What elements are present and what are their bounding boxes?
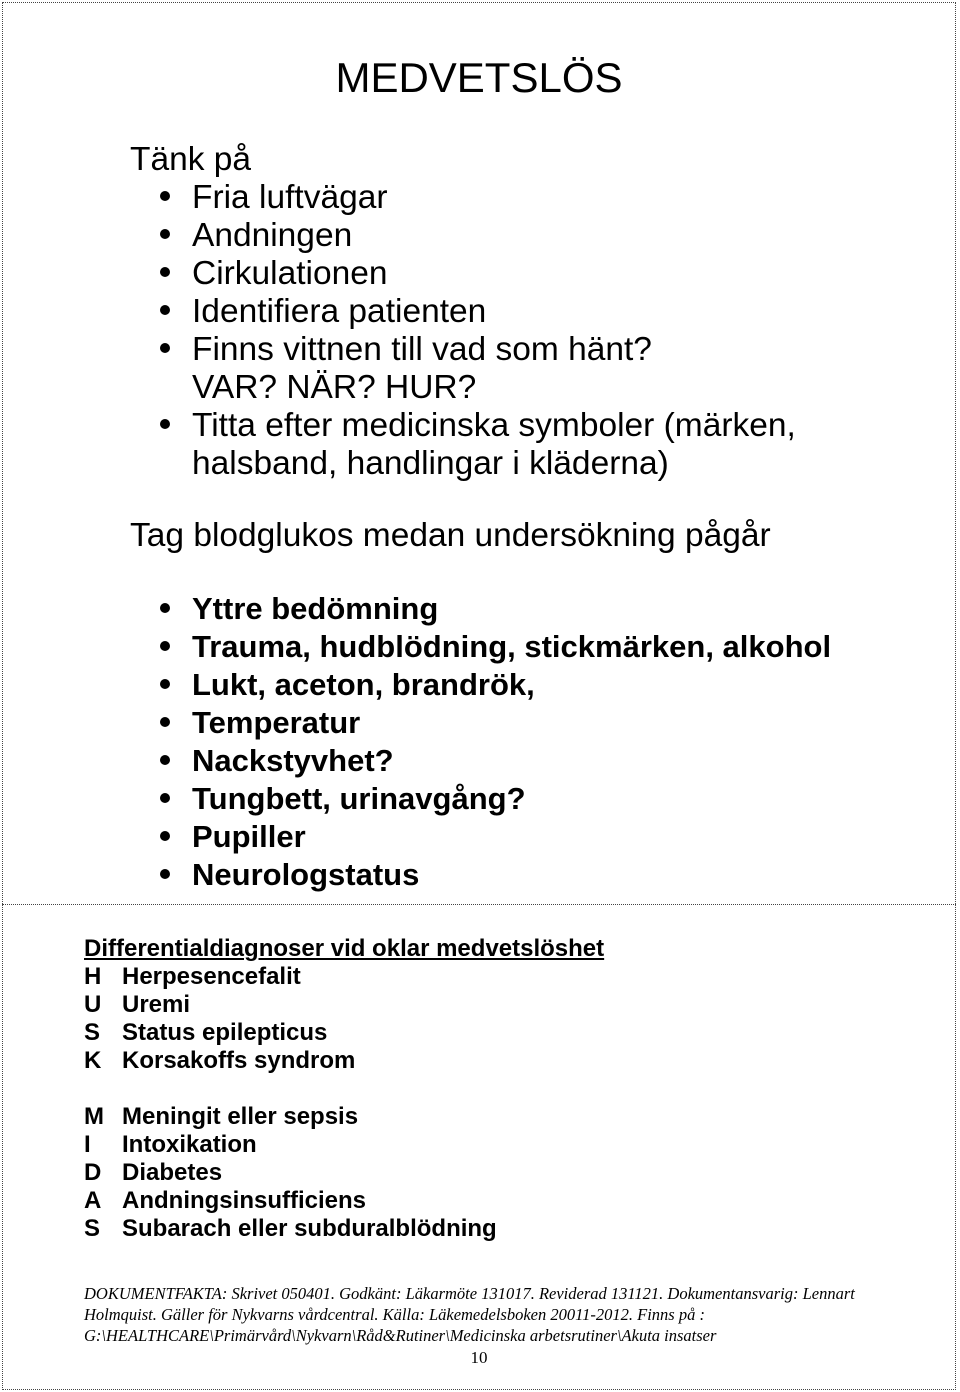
diagnosis-text: Diabetes	[122, 1159, 223, 1186]
exam-item-text: Tungbett, urinavgång?	[192, 781, 526, 816]
bullet-icon	[160, 419, 170, 429]
bullet-icon	[160, 679, 170, 689]
document-facts-footer	[84, 1283, 855, 1346]
bullet-icon	[160, 191, 170, 201]
exam-item-text: Lukt, aceton, brandrök,	[192, 667, 535, 702]
bullet-icon	[160, 343, 170, 353]
bullet-icon	[160, 267, 170, 277]
diagnosis-letter: A	[84, 1187, 102, 1214]
diagnosis-row	[84, 1131, 604, 1159]
exam-item	[130, 780, 831, 818]
exam-item-text: Yttre bedömning	[192, 591, 439, 626]
diagnosis-letter: M	[84, 1103, 104, 1130]
diagnosis-text: Subarach eller subduralblödning	[122, 1215, 497, 1242]
think-heading: Tänk på	[130, 141, 252, 178]
bullet-icon	[160, 869, 170, 879]
diagnosis-letter: I	[84, 1131, 91, 1158]
diagnosis-letter: D	[84, 1159, 102, 1186]
diagnosis-letter: S	[84, 1215, 101, 1242]
bullet-icon	[160, 641, 170, 651]
bullet-icon	[160, 603, 170, 613]
exam-item	[130, 742, 831, 780]
bullet-icon	[160, 831, 170, 841]
diagnosis-row	[84, 991, 604, 1019]
diagnosis-row	[84, 1187, 604, 1215]
think-item	[130, 331, 796, 407]
think-item	[130, 407, 796, 483]
page-number: 10	[470, 1348, 488, 1367]
diagnosis-letter: U	[84, 991, 102, 1018]
glucose-note: Tag blodglukos medan undersökning pågår	[130, 517, 771, 554]
bullet-icon	[160, 305, 170, 315]
think-item	[130, 179, 796, 217]
diagnosis-letter: H	[84, 963, 102, 990]
think-item	[130, 217, 796, 255]
exam-item	[130, 666, 831, 704]
diagnosis-row	[84, 1103, 604, 1131]
think-section	[130, 141, 796, 483]
diagnosis-letter: K	[84, 1047, 102, 1074]
exam-item	[130, 704, 831, 742]
diagnosis-row	[84, 1047, 604, 1075]
exam-item-text: Pupiller	[192, 819, 306, 854]
bullet-icon	[160, 229, 170, 239]
footer-line: Holmquist. Gäller för Nykvarns vårdcentral. Källa: Läkemedelsboken 20011-2012. Finns på :	[84, 1305, 705, 1324]
think-item-text-continued: VAR? NÄR? HUR?	[192, 369, 477, 406]
exam-item-text: Nackstyvhet?	[192, 743, 394, 778]
bullet-icon	[160, 755, 170, 765]
footer-line: DOKUMENTFAKTA: Skrivet 050401. Godkänt: Läkarmöte 131017. Reviderad 131121. Dokumentansvarig: Lennart	[84, 1284, 855, 1303]
diagnosis-row	[84, 1019, 604, 1047]
page-title: MEDVETSLÖS	[335, 54, 623, 101]
think-item-text: Andningen	[192, 217, 353, 254]
diagnosis-row	[84, 1159, 604, 1187]
diagnosis-text: Intoxikation	[122, 1131, 257, 1158]
think-item-text-continued: halsband, handlingar i kläderna)	[192, 445, 669, 482]
diagnosis-text: Andningsinsufficiens	[122, 1187, 367, 1214]
differentials-group	[84, 963, 604, 1075]
exam-item-text: Trauma, hudblödning, stickmärken, alkohol	[192, 629, 832, 664]
differentials-section	[84, 935, 604, 1243]
diagnosis-letter: S	[84, 1019, 101, 1046]
diagnosis-text: Uremi	[122, 991, 191, 1018]
think-item-text: Finns vittnen till vad som hänt?	[192, 331, 652, 368]
diagnosis-text: Herpesencefalit	[122, 963, 301, 990]
differentials-heading: Differentialdiagnoser vid oklar medvetslöshet	[84, 935, 605, 962]
think-item	[130, 293, 796, 331]
exam-item-text: Temperatur	[192, 705, 361, 740]
diagnosis-text: Korsakoffs syndrom	[122, 1047, 356, 1074]
diagnosis-text: Status epilepticus	[122, 1019, 328, 1046]
diagnosis-text: Meningit eller sepsis	[122, 1103, 359, 1130]
exam-section	[130, 590, 831, 894]
exam-item	[130, 590, 831, 628]
think-item-text: Identifiera patienten	[192, 293, 487, 330]
think-item-text: Fria luftvägar	[192, 179, 388, 216]
bullet-icon	[160, 717, 170, 727]
diagnosis-row	[84, 1215, 604, 1243]
footer-path-line: G:\HEALTHCARE\Primärvård\Nykvarn\Råd&Rutiner\Medicinska arbetsrutiner\Akuta insatser	[84, 1326, 717, 1345]
think-item-text: Titta efter medicinska symboler (märken,	[192, 407, 796, 444]
exam-item	[130, 628, 831, 666]
think-item-text: Cirkulationen	[192, 255, 388, 292]
exam-item	[130, 856, 831, 894]
diagnosis-row	[84, 963, 604, 991]
think-item	[130, 255, 796, 293]
section-divider	[2, 904, 956, 905]
bullet-icon	[160, 793, 170, 803]
exam-item	[130, 818, 831, 856]
differentials-group	[84, 1103, 604, 1243]
exam-item-text: Neurologstatus	[192, 857, 420, 892]
